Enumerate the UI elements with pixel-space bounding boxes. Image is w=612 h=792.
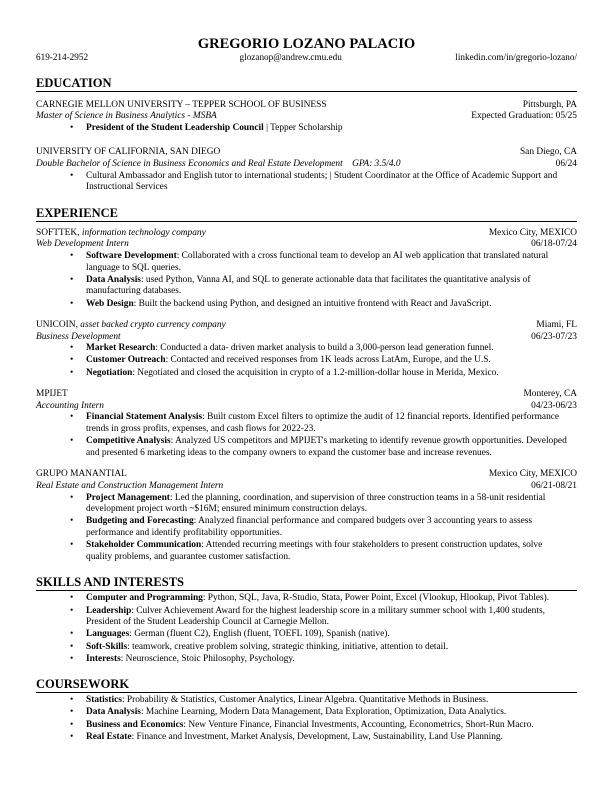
company-row	[36, 389, 577, 401]
company-description: information technology company	[81, 227, 206, 238]
list-item	[36, 171, 577, 194]
job-role: Business Development	[36, 331, 121, 342]
item-text: : Probability & Statistics, Customer Analytics, Linear Algebra. Quantitative Methods in Business.	[121, 695, 489, 706]
phone: 619-214-2952	[36, 52, 89, 62]
item-lead: Competitive Analysis	[86, 436, 171, 447]
job-dates: 06/18-07/24	[531, 239, 577, 250]
company-description: asset backed crypto currency company	[80, 320, 226, 331]
job-location: Mexico City, MEXICO	[488, 469, 577, 480]
list-item	[36, 299, 577, 311]
company-name: SOFTTEK	[36, 227, 78, 238]
job-role: Real Estate and Construction Management Intern	[36, 481, 224, 491]
item-lead: Leadership	[86, 605, 132, 616]
item-lead: President of the Student Leadership Council	[86, 122, 264, 133]
list-item	[36, 493, 577, 516]
school-entry	[36, 147, 577, 193]
linkedin-link[interactable]: linkedin.com/in/gregorio-lozano/	[455, 52, 577, 62]
job-dates: 06/23-07/23	[531, 331, 577, 342]
item-text: : Built the backend using Python, and designed an intuitive frontend with React and JavaScript.	[133, 298, 492, 309]
job-entry	[36, 469, 577, 563]
list-item	[36, 732, 577, 744]
job-dates: 04/23-06/23	[531, 400, 577, 411]
company	[36, 389, 68, 401]
item-text: : Finance and Investment, Market Analysis, Development, Law, Sustainability, Land Use Planning.	[131, 731, 503, 742]
company-row	[36, 228, 577, 240]
list-item	[36, 695, 577, 707]
item-text: : Analyzed financial performance and compared budgets over 3 accounting years to assess performance and identify profitability opportunities.	[86, 516, 533, 538]
list-item	[36, 540, 577, 563]
item-text: : Collaborated with a cross functional team to develop an AI web application that translated natural language to SQL queries.	[86, 250, 549, 273]
list-item	[36, 629, 577, 641]
job-location: Mexico City, MEXICO	[488, 227, 577, 238]
list-item	[36, 707, 577, 719]
item-text: : German (fluent C2), English (fluent, TOEFL 109), Spanish (native).	[129, 629, 390, 640]
school-bullets	[36, 123, 577, 135]
section-experience: EXPERIENCE	[36, 206, 577, 222]
company: SOFTTEK, information technology company	[36, 227, 206, 238]
experience-list	[36, 228, 577, 564]
list-item	[36, 516, 577, 539]
list-item	[36, 275, 577, 298]
section-skills: SKILLS AND INTERESTS	[36, 575, 577, 591]
item-lead: Financial Statement Analysis	[86, 412, 203, 423]
job-location: Miami, FL	[536, 320, 577, 331]
company-name: MPIJET	[36, 389, 68, 400]
list-item	[36, 593, 577, 605]
job-dates: 06/21-08/21	[531, 481, 577, 491]
job-bullets	[36, 343, 577, 379]
company-name: GRUPO MANANTIAL	[36, 469, 127, 480]
item-text: | Tepper Scholarship	[263, 122, 343, 133]
role-row	[36, 401, 577, 413]
item-lead: Software Development	[86, 250, 177, 261]
section-education: EDUCATION	[36, 76, 577, 92]
school-name: UNIVERSITY OF CALIFORNIA, SAN DIEGO	[36, 147, 221, 158]
job-bullets	[36, 251, 577, 310]
list-item	[36, 436, 577, 459]
company-name: UNICOIN	[36, 320, 76, 331]
school-location: San Diego, CA	[519, 147, 577, 158]
school-name: CARNEGIE MELLON UNIVERSITY – TEPPER SCHOOL OF BUSINESS	[36, 99, 327, 110]
section-coursework: COURSEWORK	[36, 677, 577, 693]
job-role: Accounting Intern	[36, 400, 104, 411]
item-lead: Languages	[86, 629, 130, 640]
job-role: Web Development Intern	[36, 239, 129, 250]
item-lead: Statistics	[86, 695, 122, 706]
list-item	[36, 123, 577, 135]
item-lead: Interests	[86, 653, 121, 664]
item-text: : teamwork, creative problem solving, strategic thinking, initiative, attention to detail.	[127, 641, 449, 652]
item-text: : Attended recurring meetings with four stakeholders to present construction updates, solve quality problems, and guarantee customer satisfaction.	[86, 540, 543, 562]
job-entry	[36, 320, 577, 379]
email-link[interactable]: glozanop@andrew.cmu.edu	[239, 52, 342, 62]
school-location: Pittsburgh, PA	[522, 99, 577, 110]
item-lead: Real Estate	[86, 731, 132, 742]
candidate-name: GREGORIO LOZANO PALACIO	[197, 36, 416, 52]
education-list	[36, 100, 577, 194]
school-row	[36, 100, 577, 112]
list-item	[36, 720, 577, 732]
item-lead: Computer and Programming	[86, 593, 203, 604]
list-item	[36, 355, 577, 367]
list-item	[36, 654, 577, 666]
item-text: : New Venture Finance, Financial Investments, Accounting, Econometrics, Short-Run Macro.	[183, 719, 534, 730]
degree: Double Bachelor of Science in Business Economics and Real Estate Development GPA: 3.5/4.0	[36, 158, 401, 169]
item-lead: Negotiation	[86, 367, 133, 378]
item-text: : Python, SQL, Java, R-Studio, Stata, Power Point, Excel (Vlookup, Hlookup, Pivot Tables).	[202, 593, 550, 604]
item-text: : used Python, Vanna AI, and SQL to generate actionable data that facilitates the quantitative analysis of manufacturing databases.	[86, 274, 531, 297]
item-text: : Analyzed US competitors and MPIJET's marketing to identify revenue growth opportunities. Developed and presented 6 marketing ideas to the company owners to expand the customer base and increase revenues.	[86, 436, 567, 458]
contact-line	[36, 52, 577, 64]
item-lead: Budgeting and Forecasting	[86, 516, 194, 527]
role-row	[36, 481, 577, 493]
item-text: : Negotiated and closed the acquisition in crypto of a 1.2-million-dollar house in Merida, Mexico.	[132, 367, 499, 378]
list-item	[36, 343, 577, 355]
company-row	[36, 320, 577, 332]
list-item	[36, 412, 577, 435]
item-text: : Contacted and received responses from 1K leads across LatAm, Europe, and the U.S.	[165, 355, 491, 366]
degree: Master of Science in Business Analytics - MSBA	[36, 111, 217, 122]
company	[36, 469, 127, 481]
school-bullets	[36, 171, 577, 194]
job-bullets	[36, 412, 577, 459]
school-row	[36, 147, 577, 159]
company-row	[36, 469, 577, 481]
degree-row	[36, 159, 577, 171]
role-row	[36, 239, 577, 251]
job-entry	[36, 389, 577, 459]
list-item	[36, 642, 577, 654]
degree-row	[36, 111, 577, 123]
item-lead: Data Analysis	[86, 707, 141, 718]
item-text: : Conducted a data- driven market analysis to build a 3,000-person lead generation funnel.	[155, 343, 494, 354]
item-text: : Led the planning, coordination, and supervision of three construction teams in a 58-unit residential development project worth ~$16M; ensured minimum construction delays.	[86, 492, 546, 515]
job-location: Monterey, CA	[523, 389, 577, 400]
resume-page	[36, 36, 577, 743]
item-text: Cultural Ambassador and English tutor to international students; | Student Coordinator at the Office of Academic Support and Instructional Services	[86, 170, 558, 193]
item-lead: Customer Outreach	[86, 355, 166, 366]
item-text: : Neuroscience, Stoic Philosophy, Psychology.	[120, 653, 295, 664]
item-text: : Machine Learning, Modern Data Management, Data Exploration, Optimization, Data Analytics.	[140, 707, 507, 718]
school-entry	[36, 100, 577, 135]
item-lead: Project Management	[86, 492, 170, 503]
coursework-list	[36, 695, 577, 743]
item-text: : Culver Achievement Award for the highest leadership score in a military summer school with 1,400 students, President of the Student Leadership Council at Carnegie Mellon.	[86, 605, 545, 628]
skills-list	[36, 593, 577, 665]
item-lead: Business and Economics	[86, 719, 184, 730]
item-lead: Soft-Skills	[86, 641, 128, 652]
item-lead: Web Design	[86, 298, 134, 309]
company: UNICOIN, asset backed crypto currency company	[36, 320, 226, 331]
graduation-date: Expected Graduation: 05/25	[471, 111, 577, 122]
item-lead: Stakeholder Communication	[86, 540, 202, 551]
graduation-date: 06/24	[555, 158, 577, 169]
list-item	[36, 368, 577, 380]
list-item	[36, 606, 577, 629]
item-text: : Built custom Excel filters to optimize the audit of 12 financial reports. Identified performance trends in gross profits, expenses, and cash flows for 2022-23.	[86, 412, 560, 435]
role-row	[36, 332, 577, 344]
job-entry	[36, 228, 577, 310]
item-lead: Data Analysis	[86, 274, 141, 285]
list-item	[36, 251, 577, 274]
job-bullets	[36, 493, 577, 564]
item-lead: Market Research	[86, 343, 156, 354]
